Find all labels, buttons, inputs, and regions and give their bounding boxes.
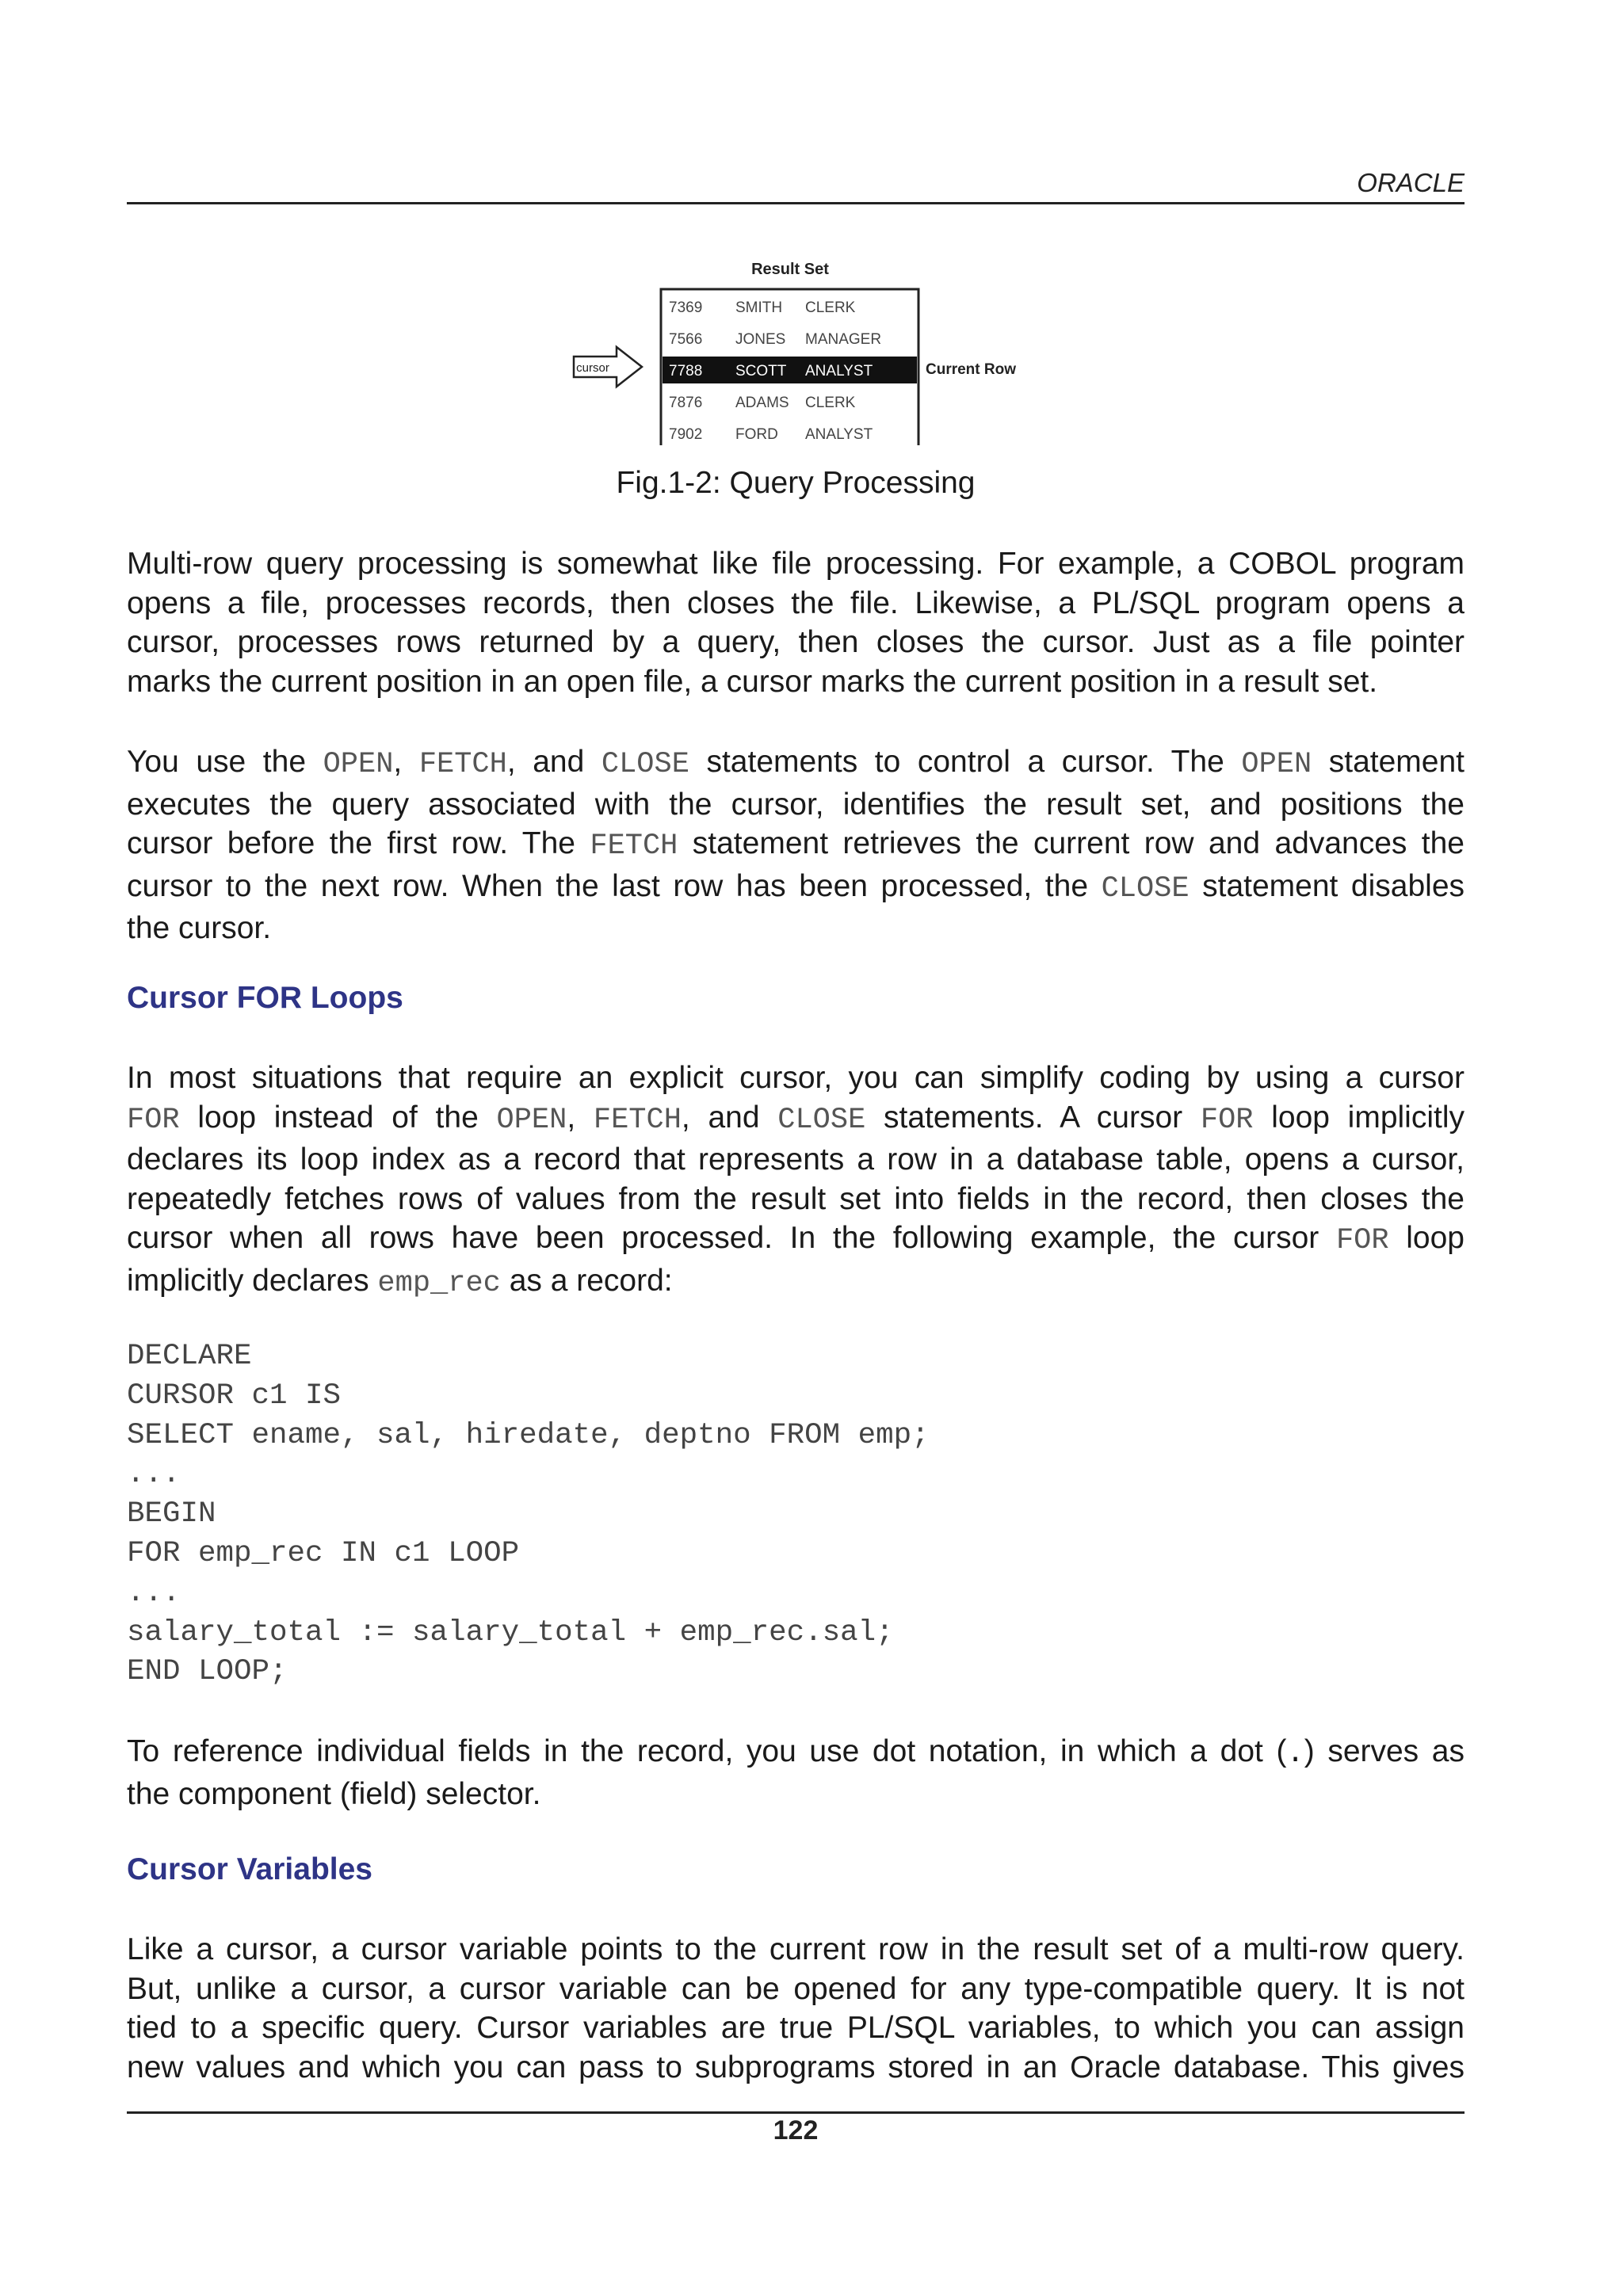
- text-run: ) serves as: [1304, 1734, 1465, 1768]
- code-line: salary_total := salary_total + emp_rec.sal;: [127, 1615, 894, 1650]
- inline-code: emp_rec: [377, 1266, 501, 1300]
- result-cell: 7902: [669, 426, 703, 443]
- inline-code: FOR: [127, 1103, 180, 1137]
- paragraph-dot-notation: [127, 1732, 1465, 1814]
- section-heading-cursor-variables: Cursor Variables: [127, 1852, 372, 1886]
- text-run: , and: [506, 745, 601, 779]
- result-cell: CLERK: [805, 299, 856, 316]
- result-cell: 7876: [669, 395, 703, 411]
- text-line: Multi-row query processing is somewhat like file processing. For example, a COBOL program: [127, 547, 1465, 581]
- footer-rule: [127, 2111, 1465, 2114]
- result-cell: SMITH: [735, 299, 783, 316]
- text-run: loop instead of the: [179, 1100, 497, 1135]
- text-line: cursor, processes rows returned by a query, then closes the cursor. Just as a file pointer: [127, 625, 1465, 659]
- text-line: [127, 1098, 1465, 1141]
- inline-code: OPEN: [1241, 748, 1312, 781]
- text-line: In most situations that require an explicit cursor, you can simplify coding by using a cursor: [127, 1061, 1465, 1095]
- inline-code: FOR: [1200, 1103, 1254, 1137]
- code-line: ...: [127, 1458, 181, 1492]
- inline-code: OPEN: [496, 1103, 567, 1137]
- text-run: statements to control a cursor. The: [689, 745, 1242, 779]
- result-cell: SCOTT: [735, 363, 787, 379]
- result-cell: FORD: [735, 426, 778, 443]
- code-block-cursor-for-loop: [127, 1337, 930, 1692]
- result-cell: ANALYST: [805, 426, 873, 443]
- text-line: [127, 1219, 1465, 1261]
- inline-code: CLOSE: [777, 1103, 866, 1137]
- text-line: repeatedly fetches rows of values from the result set into fields in the record, then closes the: [127, 1181, 1465, 1216]
- text-run: cursor before the first row. The: [127, 826, 590, 860]
- text-run: statement retrieves the current row and advances the: [678, 826, 1465, 860]
- text-run: cursor when all rows have been processed. In the following example, the cursor: [127, 1221, 1336, 1255]
- text-run: ,: [393, 745, 419, 779]
- header-rule: [127, 202, 1465, 204]
- text-line: But, unlike a cursor, a cursor variable can be opened for any type-compatible query. It is not: [127, 1971, 1465, 2006]
- text-run: statement: [1312, 745, 1465, 779]
- code-line: ...: [127, 1576, 181, 1610]
- cursor-label: cursor: [576, 361, 609, 375]
- text-line: [127, 742, 1465, 785]
- code-line: FOR emp_rec IN c1 LOOP: [127, 1536, 520, 1570]
- code-line: DECLARE: [127, 1340, 252, 1373]
- result-set-diagram: [563, 255, 1030, 445]
- text-line: tied to a specific query. Cursor variables are true PL/SQL variables, to which you can assign: [127, 2011, 1465, 2045]
- text-run: loop: [1388, 1221, 1465, 1255]
- text-run: loop implicitly: [1253, 1100, 1465, 1135]
- inline-code: FETCH: [593, 1103, 682, 1137]
- inline-code: FOR: [1335, 1224, 1389, 1257]
- result-cell: 7788: [669, 363, 703, 379]
- text-line: Like a cursor, a cursor variable points to the current row in the result set of a multi-row query.: [127, 1932, 1465, 1966]
- code-line: SELECT ename, sal, hiredate, deptno FROM emp;: [127, 1418, 930, 1452]
- text-run: You use the: [127, 745, 323, 779]
- current-row-label: Current Row: [926, 361, 1016, 378]
- text-run: statements. A cursor: [865, 1100, 1201, 1135]
- result-cell: ADAMS: [735, 395, 789, 411]
- inline-code: .: [1286, 1737, 1304, 1771]
- result-cell: CLERK: [805, 395, 856, 411]
- query-processing-figure: [563, 255, 1030, 445]
- page-number: 122: [773, 2115, 819, 2145]
- text-line: executes the query associated with the cursor, identifies the result set, and positions the: [127, 787, 1465, 822]
- result-cell: JONES: [735, 331, 786, 348]
- section-heading-cursor-for-loops: Cursor FOR Loops: [127, 981, 403, 1015]
- paragraph-multirow-processing: [127, 544, 1465, 701]
- page-header-title: ORACLE: [1357, 168, 1465, 197]
- text-line: marks the current position in an open file, a cursor marks the current position in a result set.: [127, 664, 1378, 699]
- text-line: new values and which you can pass to subprograms stored in an Oracle database. This gives: [127, 2050, 1465, 2084]
- result-cell: 7566: [669, 331, 703, 348]
- text-line: the cursor.: [127, 911, 272, 945]
- text-line: [127, 867, 1465, 910]
- text-line: the component (field) selector.: [127, 1776, 541, 1811]
- text-line: declares its loop index as a record that represents a row in a database table, opens a cursor,: [127, 1142, 1465, 1177]
- text-run: implicitly declares: [127, 1263, 378, 1298]
- result-set-label: Result Set: [751, 261, 829, 278]
- text-line: [127, 1261, 1465, 1304]
- result-cell: 7369: [669, 299, 703, 316]
- result-cell: ANALYST: [805, 363, 873, 379]
- text-run: To reference individual fields in the record, you use dot notation, in which a dot (: [127, 1734, 1287, 1768]
- inline-code: CLOSE: [601, 748, 689, 781]
- code-line: CURSOR c1 IS: [127, 1379, 342, 1413]
- text-run: as a record:: [500, 1263, 673, 1298]
- text-run: ,: [567, 1100, 594, 1135]
- result-cell: MANAGER: [805, 331, 882, 348]
- text-run: statement disables: [1189, 868, 1465, 903]
- inline-code: FETCH: [418, 748, 507, 781]
- text-run: cursor to the next row. When the last row has been processed, the: [127, 868, 1102, 903]
- figure-caption: Fig.1-2: Query Processing: [616, 466, 976, 500]
- text-line: [127, 824, 1465, 867]
- paragraph-cursor-for-loops: [127, 1058, 1465, 1303]
- text-line: opens a file, processes records, then closes the file. Likewise, a PL/SQL program opens a: [127, 585, 1465, 620]
- code-line: BEGIN: [127, 1497, 216, 1531]
- paragraph-cursor-variables: [127, 1930, 1465, 2087]
- text-run: , and: [681, 1100, 778, 1135]
- inline-code: OPEN: [323, 748, 394, 781]
- inline-code: CLOSE: [1101, 871, 1190, 906]
- inline-code: FETCH: [590, 830, 678, 863]
- paragraph-open-fetch-close: [127, 742, 1465, 948]
- code-line: END LOOP;: [127, 1655, 288, 1689]
- text-line: [127, 1732, 1465, 1775]
